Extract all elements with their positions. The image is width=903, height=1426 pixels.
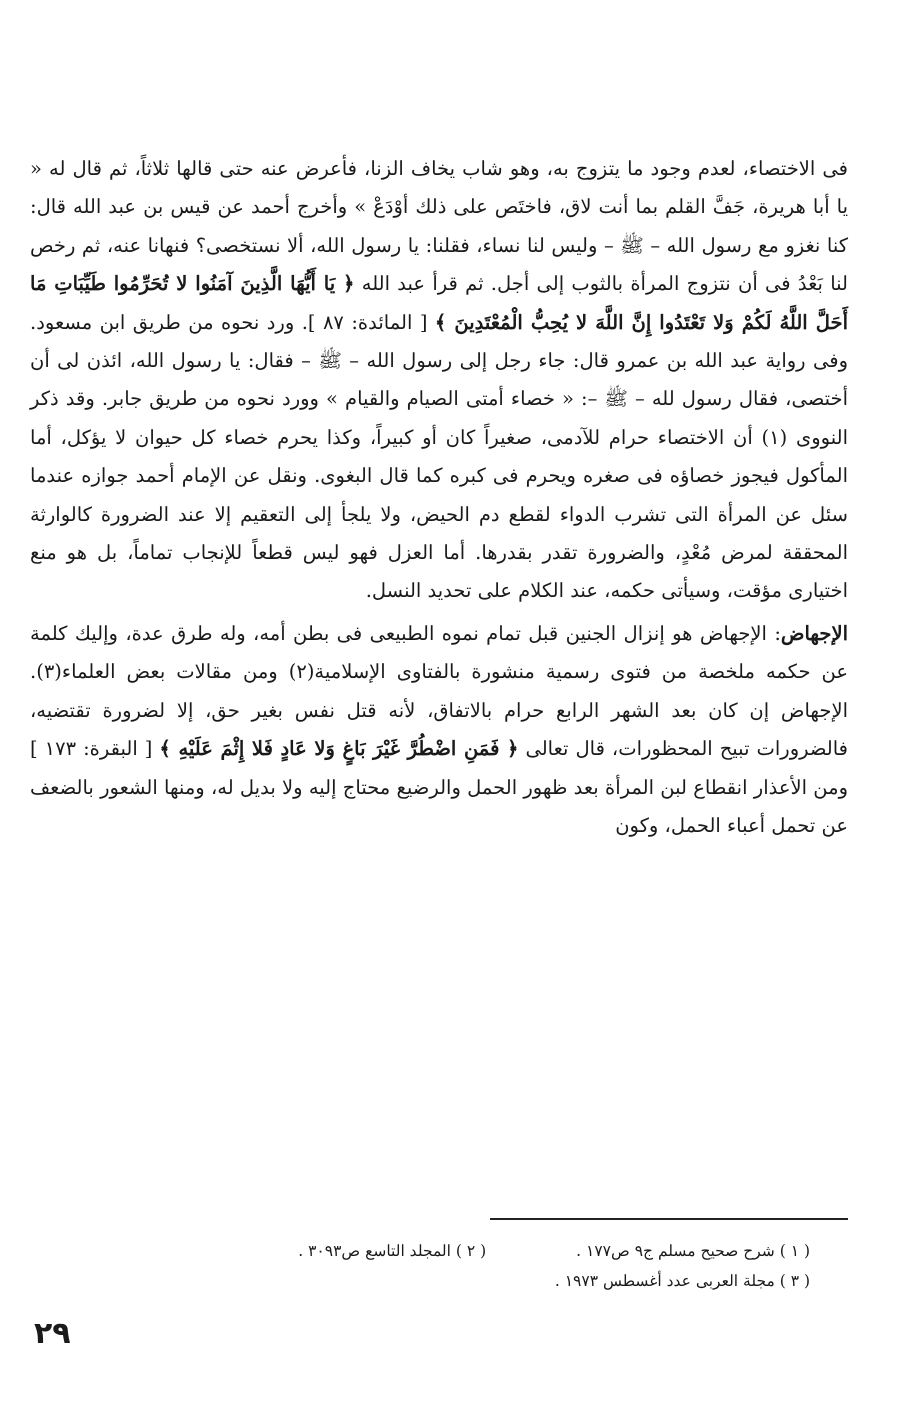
footnote-divider xyxy=(490,1218,848,1220)
footnote-1: ( ١ ) شرح صحيح مسلم ج٩ ص١٧٧ . xyxy=(576,1242,810,1260)
paragraph-khisa xyxy=(30,150,848,611)
footnotes xyxy=(110,1236,810,1296)
quran-verse-baqarah: ﴿ فَمَنِ اضْطُرَّ غَيْرَ بَاغٍ وَلا عَادٍ فَلا إِثْمَ عَلَيْهِ ﴾ xyxy=(159,737,519,761)
text-run: [ البقرة: ١٧٣ ] ومن الأعذار انقطاع لبن المرأة بعد ظهور الحمل والرضيع محتاج إليه ولا بديل له، ومنها الشعور بالضعف عن تحمل أعباء الحمل، وكون xyxy=(30,737,848,837)
footnote-2: ( ٢ ) المجلد التاسع ص٣٠٩٣ . xyxy=(298,1242,487,1260)
text-run: [ المائدة: ٨٧ ]. ورد نحوه من طريق ابن مسعود. وفى رواية عبد الله بن عمرو قال: جاء رجل إلى رسول الله – ﷺ – فقال: يا رسول الله، ائذن لى أن أختصى، فقال رسول لله – ﷺ –: « خصاء أمتى الصيام والقيام » وورد نحوه من طريق جابر. وقد ذكر النووى (١) أن الاختصاء حرام للآدمى، صغيراً كان أو كبيراً، وكذا يحرم خصاء كل حيوان لا يؤكل، أما المأكول فيجوز خصاؤه فى صغره ويحرم فى كبره كما قال البغوى. ونقل عن الإمام أحمد جوازه عندما سئل عن المرأة التى تشرب الدواء لقطع دم الحيض، ولا يلجأ إلى التعقيم إلا عند الضرورة كالوارثة المحققة لمرض مُعْدٍ، والضرورة تقدر بقدرها. أما العزل فهو ليس قطعاً للإنجاب تماماً، بل هو منع اختيارى مؤقت، وسيأتى حكمه، عند الكلام على تحديد النسل. xyxy=(30,310,848,603)
text-run: فى الاختصاء، لعدم وجود ما يتزوج به، وهو شاب يخاف الزنا، فأعرض عنه حتى قالها ثلاثاً، ثم قال له « يا أبا هريرة، جَفَّ القلم بما أنت لاق، فاختَص على ذلك أوْدَعْ » وأخرج أحمد عن قيس بن عبد الله قال: كنا نغزو مع رسول الله – ﷺ – وليس لنا نساء، فقلنا: يا رسول الله، ألا نستخصى؟ فنهانا عنه، ثم رخص لنا بَعْدُ فى أن نتزوج المرأة بالثوب إلى أجل. ثم قرأ عبد الله xyxy=(30,157,848,296)
footnote-row xyxy=(110,1236,810,1266)
footnote-3: ( ٣ ) مجلة العربى عدد أغسطس ١٩٧٣ . xyxy=(554,1272,810,1290)
paragraph-ijhad xyxy=(30,615,848,845)
page-body xyxy=(30,150,848,845)
quran-verse-maidah: ﴿ يَا أَيُّهَا الَّذِينَ آمَنُوا لا تُحَرِّمُوا طَيِّبَاتِ مَا أَحَلَّ اللَّهُ لَكُمْ وَلا تَعْتَدُوا إِنَّ اللَّهَ لا يُحِبُّ الْمُعْتَدِينَ ﴾ xyxy=(30,272,849,334)
footnote-row xyxy=(110,1266,810,1296)
text-run: : الإجهاض هو إنزال الجنين قبل تمام نموه الطبيعى فى بطن أمه، وله طرق عدة، وإليك كلمة عن حكمه ملخصة من فتوى رسمية منشورة بالفتاوى الإسلامية(٢) ومن مقالات بعض العلماء(٣). الإجهاض إن كان بعد الشهر الرابع حرام بالاتفاق، لأنه قتل نفس بغير حق، إلا لضرورة تقتضيه، فالضرورات تبيح المحظورات، قال تعالى xyxy=(30,621,849,761)
section-keyword: الإجهاض xyxy=(780,621,848,645)
page-number: ٢٩ xyxy=(34,1316,71,1351)
